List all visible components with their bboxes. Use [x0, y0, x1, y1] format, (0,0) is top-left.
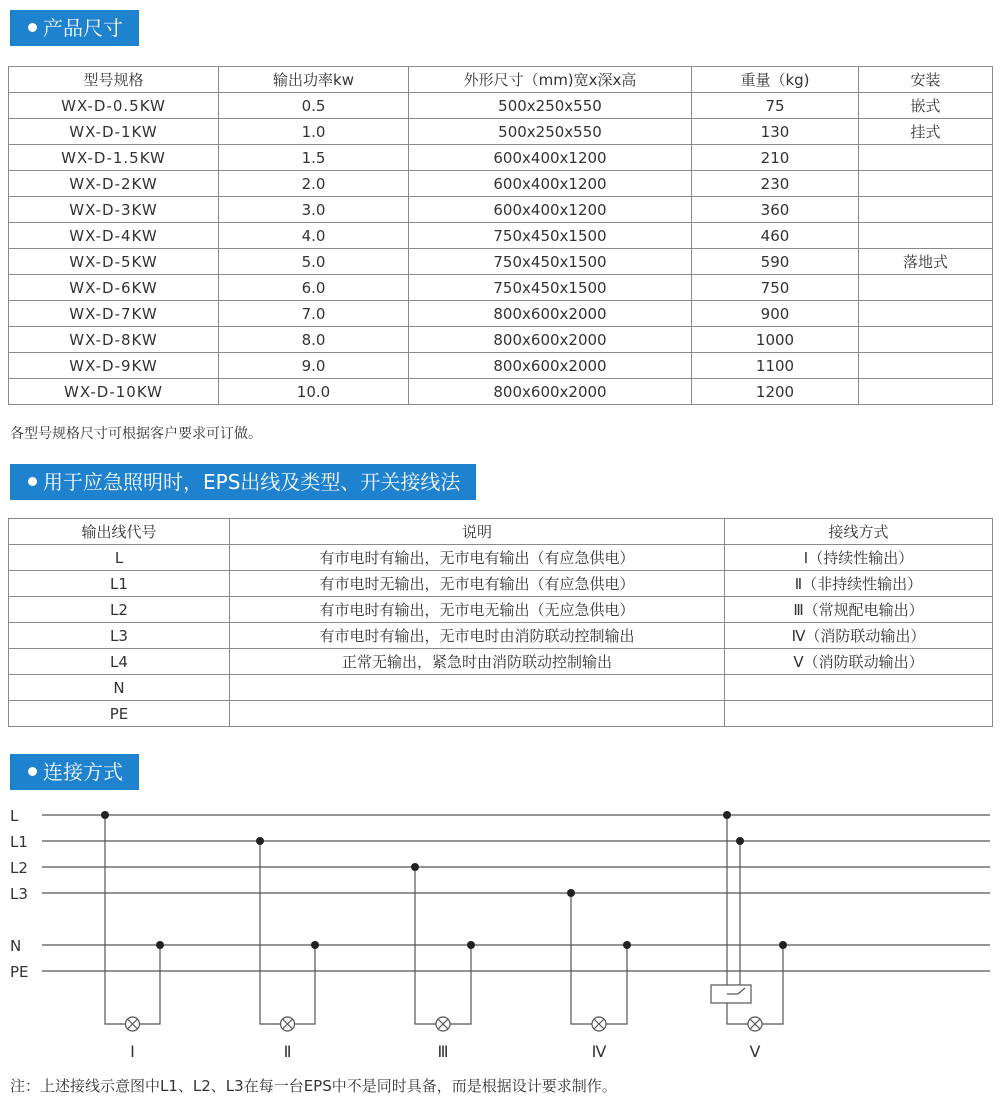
- section-title: 连接方式: [43, 760, 123, 784]
- power-cell: 7.0: [219, 301, 409, 327]
- weight-cell: 590: [692, 249, 859, 275]
- table-row: [9, 353, 993, 379]
- section-title: 用于应急照明时，EPS出线及类型、开关接线法: [43, 470, 461, 494]
- dimension-cell: 750x450x1500: [409, 275, 692, 301]
- table-row: [9, 119, 993, 145]
- description-cell: [230, 701, 725, 727]
- weight-cell: 210: [692, 145, 859, 171]
- model-cell: WX-D-6KW: [9, 275, 219, 301]
- section-title: 产品尺寸: [43, 16, 123, 40]
- line-code-cell: L1: [9, 571, 230, 597]
- circuit-wire: [105, 815, 160, 1024]
- table-row: [9, 597, 993, 623]
- wiring-mode-cell: Ⅲ（常规配电输出）: [725, 597, 993, 623]
- description-cell: 有市电时有输出，无市电有输出（有应急供电）: [230, 545, 725, 571]
- line-code-cell: L3: [9, 623, 230, 649]
- wiring-mode-cell: Ⅴ（消防联动输出）: [725, 649, 993, 675]
- weight-cell: 360: [692, 197, 859, 223]
- model-cell: WX-D-0.5KW: [9, 93, 219, 119]
- weight-cell: 900: [692, 301, 859, 327]
- line-code-cell: L2: [9, 597, 230, 623]
- install-cell: [859, 379, 993, 405]
- install-cell: [859, 197, 993, 223]
- install-cell: [859, 223, 993, 249]
- line-code-cell: N: [9, 675, 230, 701]
- table-row: [9, 145, 993, 171]
- weight-cell: 1100: [692, 353, 859, 379]
- power-cell: 2.0: [219, 171, 409, 197]
- description-cell: [230, 675, 725, 701]
- bullet-icon: [28, 23, 37, 32]
- model-cell: WX-D-2KW: [9, 171, 219, 197]
- description-cell: 有市电时无输出，无市电有输出（有应急供电）: [230, 571, 725, 597]
- line-code-cell: L4: [9, 649, 230, 675]
- table-header-row: [9, 519, 993, 545]
- weight-cell: 230: [692, 171, 859, 197]
- bullet-icon: [28, 477, 37, 486]
- table-row: [9, 379, 993, 405]
- line-code-cell: PE: [9, 701, 230, 727]
- table-row: [9, 301, 993, 327]
- power-cell: 8.0: [219, 327, 409, 353]
- weight-cell: 130: [692, 119, 859, 145]
- dimension-cell: 800x600x2000: [409, 353, 692, 379]
- dimension-cell: 600x400x1200: [409, 171, 692, 197]
- dimension-cell: 500x250x550: [409, 119, 692, 145]
- wiring-mode-cell: [725, 675, 993, 701]
- bullet-icon: [28, 767, 37, 776]
- power-cell: 9.0: [219, 353, 409, 379]
- circuit-wire: [571, 893, 627, 1024]
- size-table: [8, 66, 993, 405]
- model-cell: WX-D-10KW: [9, 379, 219, 405]
- column-header: 型号规格: [9, 67, 219, 93]
- column-header: 安装: [859, 67, 993, 93]
- install-cell: [859, 301, 993, 327]
- table-row: [9, 545, 993, 571]
- line-label-pe: PE: [10, 963, 29, 981]
- junction-dot: [256, 837, 264, 845]
- table-row: [9, 701, 993, 727]
- weight-cell: 750: [692, 275, 859, 301]
- junction-dot: [567, 889, 575, 897]
- install-cell: [859, 327, 993, 353]
- install-cell: 嵌式: [859, 93, 993, 119]
- section-header-size: [10, 10, 139, 46]
- line-label-l2: L2: [10, 859, 28, 877]
- table-row: [9, 327, 993, 353]
- power-cell: 5.0: [219, 249, 409, 275]
- junction-dot: [723, 811, 731, 819]
- power-cell: 1.5: [219, 145, 409, 171]
- model-cell: WX-D-8KW: [9, 327, 219, 353]
- power-cell: 1.0: [219, 119, 409, 145]
- install-cell: 落地式: [859, 249, 993, 275]
- dimension-cell: 600x400x1200: [409, 197, 692, 223]
- power-cell: 4.0: [219, 223, 409, 249]
- column-header: 接线方式: [725, 519, 993, 545]
- weight-cell: 75: [692, 93, 859, 119]
- column-header: 输出功率kw: [219, 67, 409, 93]
- table-row: [9, 571, 993, 597]
- junction-dot: [101, 811, 109, 819]
- line-label-l1: L1: [10, 833, 28, 851]
- model-cell: WX-D-9KW: [9, 353, 219, 379]
- dimension-cell: 800x600x2000: [409, 327, 692, 353]
- table-row: [9, 171, 993, 197]
- model-cell: WX-D-5KW: [9, 249, 219, 275]
- table-row: [9, 623, 993, 649]
- install-cell: [859, 171, 993, 197]
- column-header: 重量（kg): [692, 67, 859, 93]
- install-cell: 挂式: [859, 119, 993, 145]
- line-label-l: L: [10, 807, 19, 825]
- wiring-diagram: [0, 798, 1000, 1078]
- model-cell: WX-D-7KW: [9, 301, 219, 327]
- dimension-cell: 800x600x2000: [409, 301, 692, 327]
- circuit-label: Ⅱ: [283, 1042, 292, 1061]
- description-cell: 有市电时有输出，无市电时由消防联动控制输出: [230, 623, 725, 649]
- output-line-table: [8, 518, 993, 727]
- junction-dot: [467, 941, 475, 949]
- circuit-label: Ⅴ: [749, 1042, 761, 1061]
- power-cell: 0.5: [219, 93, 409, 119]
- power-cell: 3.0: [219, 197, 409, 223]
- wiring-mode-cell: Ⅰ（持续性输出）: [725, 545, 993, 571]
- size-note: 各型号规格尺寸可根据客户要求可订做。: [10, 426, 262, 442]
- junction-dot: [736, 837, 744, 845]
- dimension-cell: 500x250x550: [409, 93, 692, 119]
- table-row: [9, 223, 993, 249]
- wiring-mode-cell: Ⅱ（非持续性输出）: [725, 571, 993, 597]
- dimension-cell: 600x400x1200: [409, 145, 692, 171]
- dimension-cell: 750x450x1500: [409, 223, 692, 249]
- install-cell: [859, 145, 993, 171]
- table-row: [9, 93, 993, 119]
- power-cell: 6.0: [219, 275, 409, 301]
- power-cell: 10.0: [219, 379, 409, 405]
- column-header: 说明: [230, 519, 725, 545]
- model-cell: WX-D-3KW: [9, 197, 219, 223]
- table-row: [9, 197, 993, 223]
- circuit-label: Ⅰ: [130, 1042, 135, 1061]
- model-cell: WX-D-1KW: [9, 119, 219, 145]
- table-row: [9, 675, 993, 701]
- line-label-n: N: [10, 937, 22, 955]
- column-header: 外形尺寸（mm)宽x深x高: [409, 67, 692, 93]
- weight-cell: 1200: [692, 379, 859, 405]
- junction-dot: [411, 863, 419, 871]
- model-cell: WX-D-1.5KW: [9, 145, 219, 171]
- wiring-mode-cell: Ⅳ（消防联动输出）: [725, 623, 993, 649]
- junction-dot: [156, 941, 164, 949]
- section-header-wiring: [10, 754, 139, 790]
- column-header: 输出线代号: [9, 519, 230, 545]
- model-cell: WX-D-4KW: [9, 223, 219, 249]
- wiring-mode-cell: [725, 701, 993, 727]
- line-code-cell: L: [9, 545, 230, 571]
- circuit-label: Ⅳ: [591, 1042, 607, 1061]
- weight-cell: 460: [692, 223, 859, 249]
- description-cell: 正常无输出，紧急时由消防联动控制输出: [230, 649, 725, 675]
- weight-cell: 1000: [692, 327, 859, 353]
- footer-note: 注：上述接线示意图中L1、L2、L3在每一台EPS中不是同时具备，而是根据设计要求制作。: [10, 1077, 617, 1095]
- install-cell: [859, 275, 993, 301]
- table-row: [9, 275, 993, 301]
- table-header-row: [9, 67, 993, 93]
- junction-dot: [779, 941, 787, 949]
- section-header-lines: [10, 464, 476, 500]
- install-cell: [859, 353, 993, 379]
- table-row: [9, 649, 993, 675]
- description-cell: 有市电时有输出，无市电无输出（无应急供电）: [230, 597, 725, 623]
- junction-dot: [623, 941, 631, 949]
- dimension-cell: 750x450x1500: [409, 249, 692, 275]
- table-row: [9, 249, 993, 275]
- line-label-l3: L3: [10, 885, 28, 903]
- junction-dot: [311, 941, 319, 949]
- circuit-label: Ⅲ: [437, 1042, 449, 1061]
- dimension-cell: 800x600x2000: [409, 379, 692, 405]
- circuit-wire: [260, 841, 315, 1024]
